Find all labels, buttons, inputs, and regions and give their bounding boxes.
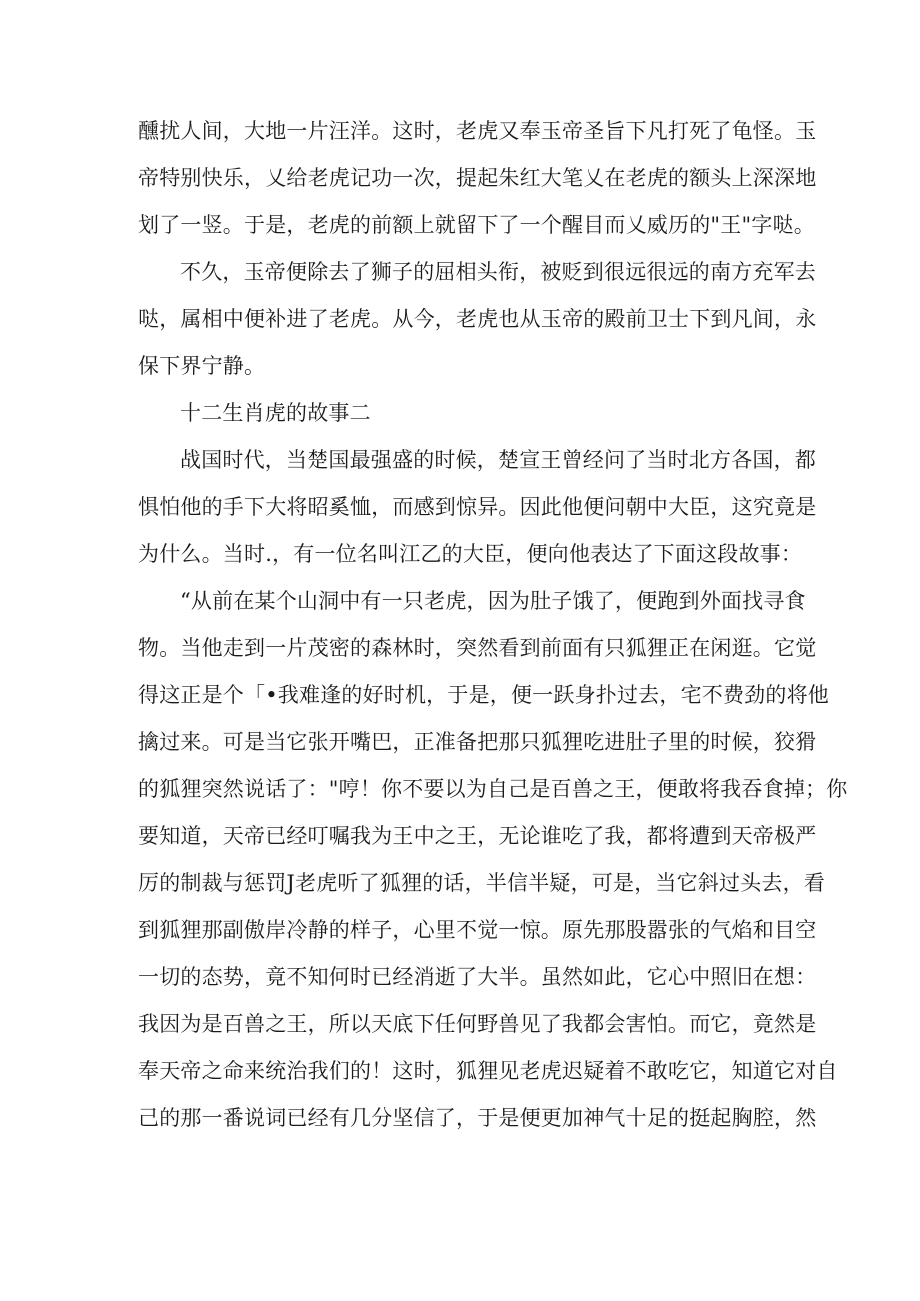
text-line: 战国时代，当楚国最强盛的时候，楚宣王曾经问了当时北方各国，都 xyxy=(180,448,816,472)
paragraph xyxy=(138,437,817,578)
text-line: 己的那一番说词已经有几分坚信了，于是便更加神气十足的挺起胸腔，然 xyxy=(138,1106,817,1130)
text-line: 帝特别快乐，乂给老虎记功一次，提起朱红大笔乂在老虎的额头上深深地 xyxy=(138,166,817,190)
text-line: 物。当他走到一片茂密的森林时，突然看到前面有只狐狸正在闲逛。它觉 xyxy=(138,636,817,660)
text-line: 到狐狸那副傲岸冷静的样子，心里不觉一惊。原先那股嚣张的气焰和目空 xyxy=(138,918,817,942)
paragraph xyxy=(138,578,848,1142)
text-line: 奉天帝之命来统治我们的！这时，狐狸见老虎迟疑着不敢吃它，知道它对自 xyxy=(138,1059,838,1083)
body-text xyxy=(138,108,848,1142)
paragraph xyxy=(138,108,817,249)
text-line: 保下界宁静。 xyxy=(138,354,266,378)
text-line: 要知道，天帝已经叮嘱我为王中之王，无论谁吃了我，都将遭到天帝极严 xyxy=(138,824,817,848)
text-line: 一切的态势，竟不知何时已经消逝了大半。虽然如此，它心中照旧在想： xyxy=(138,965,817,989)
text-line: 哒，属相中便补进了老虎。从今，老虎也从玉帝的殿前卫士下到凡间，永 xyxy=(138,307,817,331)
paragraph xyxy=(138,390,783,437)
text-line: 惧怕他的手下大将昭奚恤，而感到惊异。因此他便问朝中大臣，这究竟是 xyxy=(138,495,817,519)
paragraph xyxy=(138,249,817,390)
text-line: 厉的制裁与惩罚J老虎听了狐狸的话，半信半疑，可是，当它斜过头去，看 xyxy=(138,871,826,895)
text-line: 擒过来。可是当它张开嘴巴，正准备把那只狐狸吃进肚子里的时候，狡猾 xyxy=(138,730,817,754)
text-line: 十二生肖虎的故事二 xyxy=(180,401,371,425)
text-line: 不久，玉帝便除去了狮子的屈相头衔，被贬到很远很远的南方充军去 xyxy=(180,260,816,284)
text-line: 的狐狸突然说话了："哼！你不要以为自己是百兽之王，便敢将我吞食掉；你 xyxy=(138,777,848,801)
text-line: 得这正是个「•我难逢的好时机，于是，便一跃身扑过去，宅不费劲的将他 xyxy=(138,683,829,707)
text-line: “从前在某个山洞中有一只老虎，因为肚子饿了，便跑到外面找寻食 xyxy=(180,589,806,613)
text-line: 醺扰人间，大地一片汪洋。这时，老虎又奉玉帝圣旨下凡打死了龟怪。玉 xyxy=(138,119,817,143)
text-line: 我因为是百兽之王，所以天底下任何野兽见了我都会害怕。而它，竟然是 xyxy=(138,1012,817,1036)
text-line: 为什么。当时.，有一位名叫江乙的大臣，便向他表达了下面这段故事： xyxy=(138,542,803,566)
text-line: 划了一竖。于是，老虎的前额上就留下了一个醒目而乂威历的"王"字哒。 xyxy=(138,213,815,237)
